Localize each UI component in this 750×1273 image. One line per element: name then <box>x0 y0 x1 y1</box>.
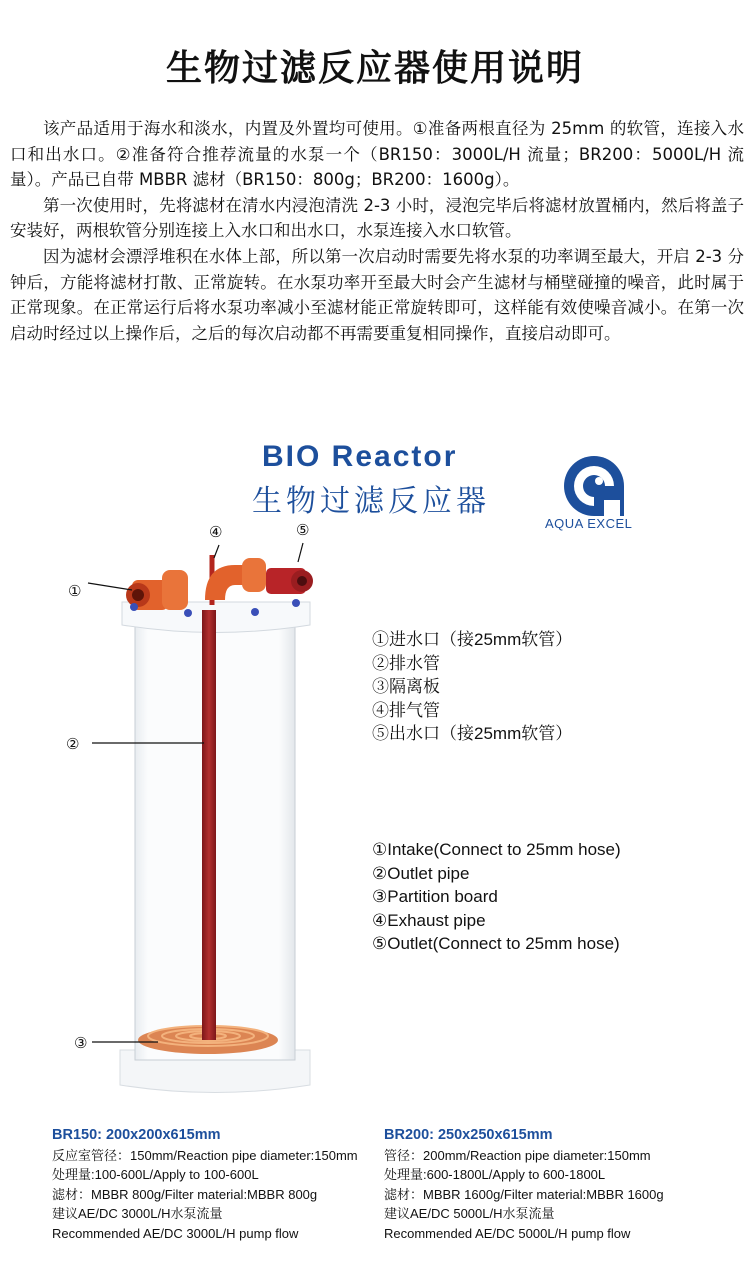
brand-title-en: BIO Reactor <box>262 440 458 473</box>
spec-br200-line: 建议AE/DC 5000L/H水泵流量 <box>384 1206 555 1222</box>
spec-br200-title: BR200: 250x250x615mm <box>384 1127 553 1143</box>
legend-en-item-4: ④Exhaust pipe <box>372 910 486 930</box>
spec-br200-line: Recommended AE/DC 5000L/H pump flow <box>384 1225 631 1241</box>
spec-br150-line: 处理量:100-600L/Apply to 100-600L <box>52 1167 259 1183</box>
intro-paragraph-3: 因为滤材会漂浮堆积在水体上部，所以第一次启动时需要先将水泵的功率调至最大，开启 2-3 分钟后，方能将滤材打散、正常旋转。在水泵功率开至最大时会产生滤材与桶壁碰撞的噪音，此时属于正常现象。在正常运行后将水泵功率减小至滤材能正常旋转即可，这样能有效使噪音减小。在第一次启动时经过以上操作后，之后的每次启动都不再需要重复相同操作，直接启动即可。 <box>10 246 744 343</box>
spec-br150-title: BR150: 200x200x615mm <box>52 1127 221 1143</box>
intro-text <box>10 116 744 346</box>
callout-5: ⑤ <box>296 521 310 539</box>
spec-br200-line: 处理量:600-1800L/Apply to 600-1800L <box>384 1167 606 1183</box>
spec-br200-line: 管径：200mm/Reaction pipe diameter:150mm <box>384 1147 651 1163</box>
spec-br150-line: 滤材：MBBR 800g/Filter material:MBBR 800g <box>52 1186 318 1202</box>
logo-text: AQUA EXCEL <box>545 516 633 531</box>
brand-title-cn: 生物过滤反应器 <box>252 484 490 519</box>
legend-cn-item-5: ⑤出水口（接25mm软管） <box>372 724 573 744</box>
bio-reactor-illustration <box>30 510 360 1120</box>
legend-cn-item-4: ④排气管 <box>372 700 440 720</box>
intro-paragraph-1: 该产品适用于海水和淡水，内置及外置均可使用。①准备两根直径为 25mm 的软管，连接入水口和出水口。②准备符合推荐流量的水泵一个（BR150：3000L/H 流量；BR200：5000L/H 流量）。产品已自带 MBBR 滤材（BR150：800g；BR200：1600g）。 <box>10 119 744 190</box>
intro-paragraph-2: 第一次使用时，先将滤材在清水内浸泡清洗 2-3 小时，浸泡完毕后将滤材放置桶内，然后将盖子安装好，两根软管分别连接上入水口和出水口，水泵连接入水口软管。 <box>10 195 744 241</box>
legend-cn <box>372 628 572 746</box>
callout-2: ② <box>66 735 80 753</box>
spec-br150-line: 反应室管径：150mm/Reaction pipe diameter:150mm <box>52 1147 358 1163</box>
callout-1: ① <box>68 582 82 600</box>
spec-br150 <box>52 1126 358 1244</box>
legend-en-item-2: ②Outlet pipe <box>372 863 470 883</box>
spec-br150-line: 建议AE/DC 3000L/H水泵流量 <box>52 1206 223 1222</box>
spec-br150-line: Recommended AE/DC 3000L/H pump flow <box>52 1225 299 1241</box>
callout-4: ④ <box>209 523 223 541</box>
legend-en-item-1: ①Intake(Connect to 25mm hose) <box>372 840 621 859</box>
legend-cn-item-3: ③隔离板 <box>372 677 440 697</box>
legend-en <box>372 838 621 956</box>
callout-3: ③ <box>74 1034 88 1052</box>
legend-cn-item-2: ②排水管 <box>372 653 440 673</box>
legend-en-item-5: ⑤Outlet(Connect to 25mm hose) <box>372 934 620 954</box>
page-title: 生物过滤反应器使用说明 <box>165 48 584 89</box>
spec-br200 <box>384 1126 664 1244</box>
legend-cn-item-1: ①进水口（接25mm软管） <box>372 630 573 649</box>
legend-en-item-3: ③Partition board <box>372 887 498 907</box>
spec-br200-line: 滤材：MBBR 1600g/Filter material:MBBR 1600g <box>384 1186 664 1202</box>
